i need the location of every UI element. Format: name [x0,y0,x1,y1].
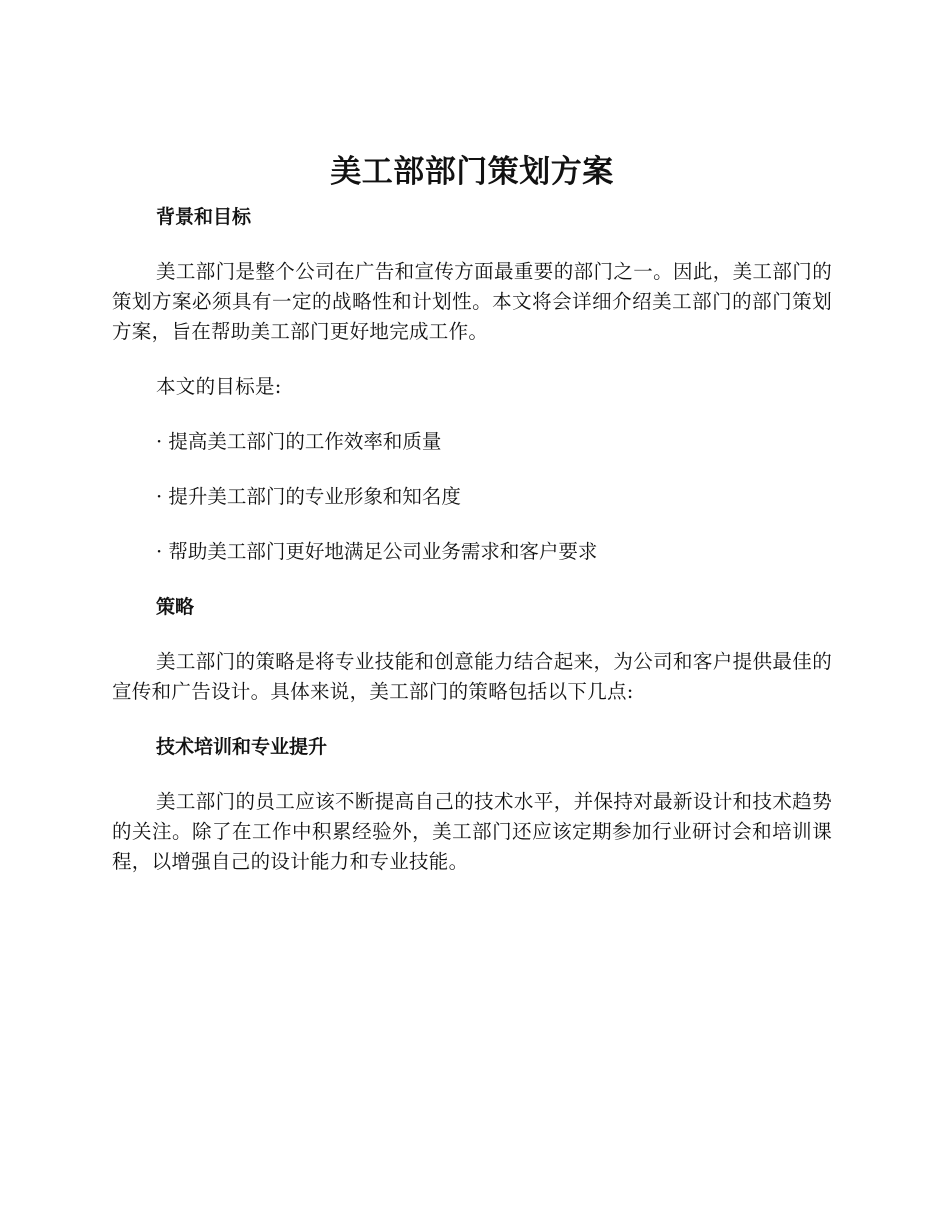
paragraph-training: 美工部门的员工应该不断提高自己的技术水平，并保持对最新设计和技术趋势的关注。除了在工作中积累经验外，美工部门还应该定期参加行业研讨会和培训课程，以增强自己的设计能力和专业技能。 [112,790,832,873]
paragraph-strategy: 美工部门的策略是将专业技能和创意能力结合起来，为公司和客户提供最佳的宣传和广告设计。具体来说，美工部门的策略包括以下几点: [112,650,832,703]
goal-bullet-item: · 帮助美工部门更好地满足公司业务需求和客户要求 [156,540,598,563]
goal-bullet-item: · 提升美工部门的专业形象和知名度 [156,485,461,508]
paragraph-goals-intro: 本文的目标是: [156,375,282,398]
heading-strategy: 策略 [156,596,195,618]
heading-training: 技术培训和专业提升 [156,736,328,758]
heading-background: 背景和目标 [156,206,252,228]
goal-bullet-item: · 提高美工部门的工作效率和质量 [156,430,442,453]
document-title: 美工部部门策划方案 [330,154,614,190]
document-body [112,150,832,877]
paragraph-background-intro: 美工部门是整个公司在广告和宣传方面最重要的部门之一。因此，美工部门的策划方案必须具有一定的战略性和计划性。本文将会详细介绍美工部门的部门策划方案，旨在帮助美工部门更好地完成工作。 [112,260,832,343]
